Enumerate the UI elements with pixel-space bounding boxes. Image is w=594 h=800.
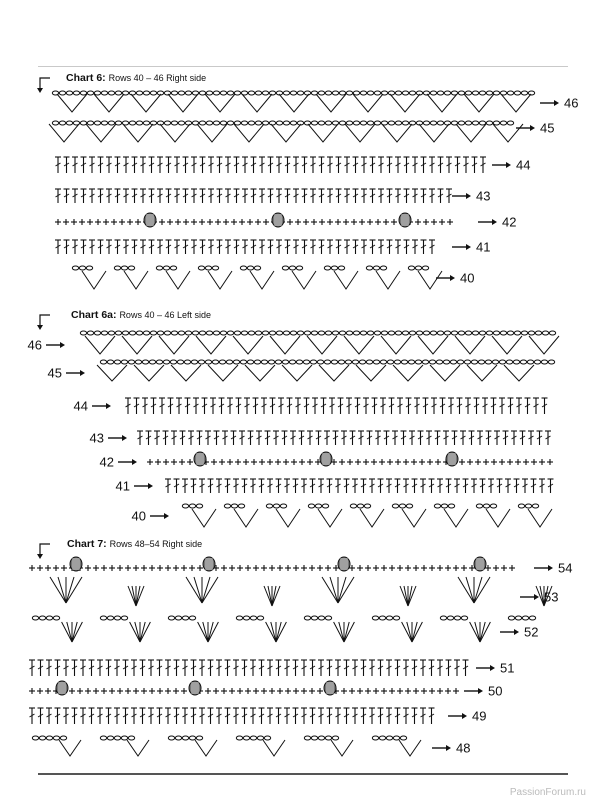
chart-6-title-label: Chart 6: xyxy=(66,72,106,84)
chart-6-row-44: 44 xyxy=(516,157,531,173)
chart-7-row-53: 53 xyxy=(544,589,559,605)
chart-6a-subtitle: Rows 40 – 46 Left side xyxy=(119,310,211,320)
watermark: PassionForum.ru xyxy=(509,787,586,798)
chart-6 xyxy=(37,78,578,289)
chart-7-row-52: 52 xyxy=(524,624,539,640)
chart-6-row-46: 46 xyxy=(564,95,579,111)
chart-6-row-45: 45 xyxy=(540,120,555,136)
chart-6a-row-42: 42 xyxy=(99,454,114,470)
chart-6-row-40: 40 xyxy=(460,270,475,286)
chart-7-row-48: 48 xyxy=(456,740,471,756)
chart-7-row-50: 50 xyxy=(488,683,503,699)
chart-6-row-41: 41 xyxy=(476,239,491,255)
chart-6a-row-44: 44 xyxy=(73,398,88,414)
chart-6a-title-label: Chart 6a: xyxy=(71,309,117,321)
chart-6a-row-45: 45 xyxy=(47,365,62,381)
bottom-rule xyxy=(38,773,568,775)
chart-6-row-43: 43 xyxy=(476,188,491,204)
chart-6a-row-41: 41 xyxy=(115,478,130,494)
chart-7-row-54: 54 xyxy=(558,560,573,576)
chart-6-row-42: 42 xyxy=(502,214,517,230)
chart-6a-row-43: 43 xyxy=(89,430,104,446)
chart-7 xyxy=(29,544,572,756)
chart-6-subtitle: Rows 40 – 46 Right side xyxy=(108,73,207,83)
chart-6a-row-40: 40 xyxy=(131,508,146,524)
chart-7-title-label: Chart 7: xyxy=(67,538,107,550)
chart-6a-row-46: 46 xyxy=(27,337,42,353)
chart-7-subtitle: Rows 48–54 Right side xyxy=(109,539,203,549)
chart-6a xyxy=(28,315,559,527)
chart-7-row-49: 49 xyxy=(472,708,487,724)
chart-7-row-51: 51 xyxy=(500,660,515,676)
